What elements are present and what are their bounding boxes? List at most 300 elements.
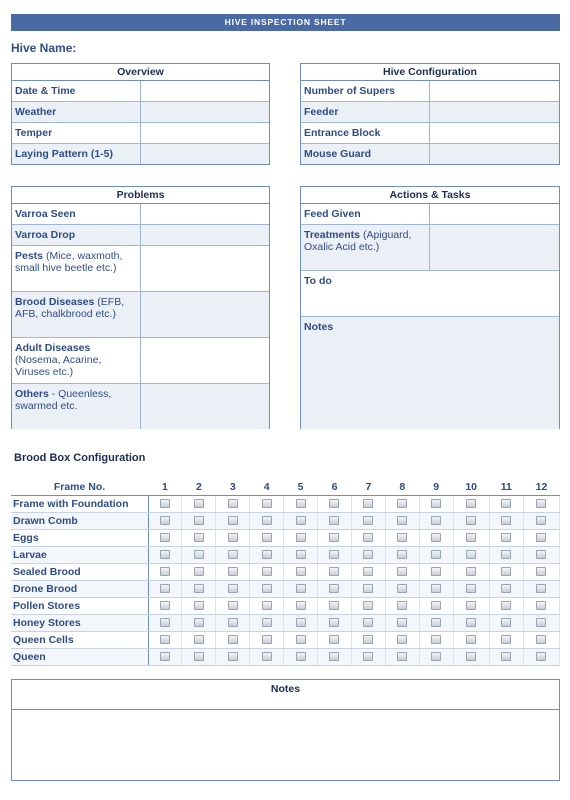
frame-cell	[216, 495, 250, 512]
adult-diseases-label: Adult Diseases	[15, 342, 91, 354]
frame-checkbox[interactable]	[431, 584, 441, 593]
frame-cell	[182, 597, 216, 614]
frame-checkbox[interactable]	[466, 550, 476, 559]
frame-cell	[385, 631, 419, 648]
overview-row-laying-pattern	[12, 144, 269, 164]
frame-cell	[489, 512, 523, 529]
brood-row	[11, 648, 560, 665]
frame-cell	[351, 546, 385, 563]
frame-cell	[250, 563, 284, 580]
frame-checkbox[interactable]	[262, 618, 272, 627]
mouse-guard-field[interactable]	[430, 144, 559, 164]
frame-checkbox[interactable]	[501, 567, 511, 576]
problems-row-others	[12, 384, 269, 429]
frame-checkbox[interactable]	[194, 652, 204, 661]
field-label: Entrance Block	[301, 123, 430, 143]
frame-cell	[182, 529, 216, 546]
brood-row-label: Queen Cells	[11, 631, 148, 648]
frame-checkbox[interactable]	[160, 567, 170, 576]
brood-diseases-field[interactable]	[141, 292, 269, 337]
frame-checkbox[interactable]	[431, 567, 441, 576]
frame-cell	[284, 648, 318, 665]
frame-cell	[351, 529, 385, 546]
problems-row-pests	[12, 246, 269, 292]
frame-cell	[489, 580, 523, 597]
varroa-seen-field[interactable]	[141, 204, 269, 224]
frame-cell	[216, 648, 250, 665]
frame-checkbox[interactable]	[431, 499, 441, 508]
frame-checkbox[interactable]	[501, 550, 511, 559]
frame-cell	[419, 648, 453, 665]
brood-row	[11, 631, 560, 648]
frame-cell	[216, 529, 250, 546]
brood-diseases-examples: (EFB, AFB, chalkbrood etc.)	[15, 296, 125, 320]
frame-cell	[148, 648, 182, 665]
frame-cell	[385, 529, 419, 546]
frame-checkbox[interactable]	[194, 550, 204, 559]
frame-cell	[182, 512, 216, 529]
frame-cell	[216, 614, 250, 631]
frame-checkbox[interactable]	[363, 499, 373, 508]
frame-cell	[385, 597, 419, 614]
problems-box	[11, 186, 270, 429]
frame-checkbox[interactable]	[160, 550, 170, 559]
frame-checkbox[interactable]	[536, 499, 546, 508]
frame-checkbox[interactable]	[536, 635, 546, 644]
frame-cell	[318, 614, 352, 631]
brood-row	[11, 563, 560, 580]
field-label: Mouse Guard	[301, 144, 430, 164]
frame-checkbox[interactable]	[262, 584, 272, 593]
frame-cell	[250, 529, 284, 546]
laying-pattern-field[interactable]	[141, 144, 269, 164]
frame-checkbox[interactable]	[363, 635, 373, 644]
todo-field[interactable]	[301, 271, 559, 317]
frame-checkbox[interactable]	[536, 516, 546, 525]
frame-checkbox[interactable]	[466, 618, 476, 627]
frame-cell	[148, 631, 182, 648]
config-row-mouse-guard	[301, 144, 559, 164]
frame-cell	[148, 529, 182, 546]
field-label	[12, 384, 141, 429]
frame-cell	[351, 614, 385, 631]
frame-checkbox[interactable]	[262, 635, 272, 644]
todo-label: To do	[304, 275, 332, 287]
frame-cell	[250, 512, 284, 529]
frame-checkbox[interactable]	[262, 601, 272, 610]
frame-checkbox[interactable]	[262, 567, 272, 576]
field-label	[12, 338, 141, 383]
frame-number: 10	[453, 480, 489, 495]
frame-cell	[523, 580, 559, 597]
frame-checkbox[interactable]	[329, 516, 339, 525]
frame-cell	[182, 580, 216, 597]
frame-checkbox[interactable]	[466, 499, 476, 508]
frame-cell	[148, 597, 182, 614]
frame-checkbox[interactable]	[397, 516, 407, 525]
frame-cell	[351, 495, 385, 512]
frame-cell	[453, 495, 489, 512]
frame-checkbox[interactable]	[296, 516, 306, 525]
pests-label: Pests	[15, 250, 44, 262]
frame-checkbox[interactable]	[296, 533, 306, 542]
hive-name-label: Hive Name:	[11, 41, 77, 55]
frame-checkbox[interactable]	[296, 567, 306, 576]
frame-checkbox[interactable]	[329, 601, 339, 610]
frame-checkbox[interactable]	[262, 533, 272, 542]
brood-row	[11, 495, 560, 512]
frame-checkbox[interactable]	[160, 652, 170, 661]
frame-checkbox[interactable]	[397, 550, 407, 559]
frame-checkbox[interactable]	[296, 499, 306, 508]
frame-cell	[182, 563, 216, 580]
frame-checkbox[interactable]	[501, 601, 511, 610]
frame-checkbox[interactable]	[466, 635, 476, 644]
frame-checkbox[interactable]	[536, 550, 546, 559]
frame-checkbox[interactable]	[501, 635, 511, 644]
field-label: Varroa Seen	[12, 204, 141, 224]
frame-checkbox[interactable]	[397, 652, 407, 661]
brood-row-label: Drawn Comb	[11, 512, 148, 529]
frame-cell	[419, 631, 453, 648]
actions-notes-field[interactable]	[301, 317, 559, 429]
brood-row	[11, 512, 560, 529]
frame-cell	[148, 563, 182, 580]
frame-cell	[284, 495, 318, 512]
frame-cell	[318, 546, 352, 563]
frame-cell	[419, 546, 453, 563]
frame-cell	[250, 631, 284, 648]
frame-cell	[489, 563, 523, 580]
frame-checkbox[interactable]	[194, 533, 204, 542]
frame-cell	[284, 546, 318, 563]
others-examples: - Queenless, swarmed etc.	[15, 388, 112, 412]
frame-checkbox[interactable]	[262, 652, 272, 661]
frame-checkbox[interactable]	[329, 584, 339, 593]
frame-cell	[318, 648, 352, 665]
config-row-entrance-block	[301, 123, 559, 144]
frame-checkbox[interactable]	[536, 652, 546, 661]
actions-tasks-title: Actions & Tasks	[301, 187, 559, 204]
frame-cell	[523, 631, 559, 648]
frame-cell	[351, 512, 385, 529]
frame-checkbox[interactable]	[262, 516, 272, 525]
problems-row-varroa-drop	[12, 225, 269, 246]
frame-checkbox[interactable]	[160, 618, 170, 627]
frame-cell	[318, 580, 352, 597]
frame-checkbox[interactable]	[194, 635, 204, 644]
frame-checkbox[interactable]	[397, 533, 407, 542]
frame-cell	[182, 631, 216, 648]
date-time-field[interactable]	[141, 81, 269, 101]
brood-row-label: Sealed Brood	[11, 563, 148, 580]
actions-row-feed-given	[301, 204, 559, 225]
frame-checkbox[interactable]	[262, 550, 272, 559]
frame-checkbox[interactable]	[160, 635, 170, 644]
temper-field[interactable]	[141, 123, 269, 143]
frame-checkbox[interactable]	[329, 618, 339, 627]
frame-checkbox[interactable]	[296, 550, 306, 559]
bottom-notes-box	[11, 679, 560, 781]
frame-number: 12	[523, 480, 559, 495]
frame-checkbox[interactable]	[536, 567, 546, 576]
frame-number: 6	[318, 480, 352, 495]
frame-checkbox[interactable]	[194, 567, 204, 576]
frame-checkbox[interactable]	[397, 584, 407, 593]
frame-checkbox[interactable]	[363, 601, 373, 610]
frame-number: 5	[284, 480, 318, 495]
frame-checkbox[interactable]	[160, 601, 170, 610]
frame-checkbox[interactable]	[397, 618, 407, 627]
frame-cell	[453, 648, 489, 665]
frame-cell	[318, 563, 352, 580]
hive-configuration-box	[300, 63, 560, 165]
frame-cell	[182, 546, 216, 563]
field-label	[301, 225, 430, 270]
frame-checkbox[interactable]	[296, 618, 306, 627]
frame-cell	[385, 580, 419, 597]
feeder-field[interactable]	[430, 102, 559, 122]
brood-box-grid-body	[11, 495, 560, 665]
frame-checkbox[interactable]	[194, 516, 204, 525]
field-label: Laying Pattern (1-5)	[12, 144, 141, 164]
frame-checkbox[interactable]	[194, 618, 204, 627]
frame-cell	[523, 648, 559, 665]
frame-cell	[250, 597, 284, 614]
frame-cell	[318, 495, 352, 512]
frame-cell	[148, 546, 182, 563]
hive-configuration-title: Hive Configuration	[301, 64, 559, 81]
frame-checkbox[interactable]	[329, 652, 339, 661]
frame-cell	[284, 631, 318, 648]
frame-cell	[453, 614, 489, 631]
frame-cell	[385, 512, 419, 529]
frame-checkbox[interactable]	[228, 533, 238, 542]
field-label	[12, 292, 141, 337]
actions-row-treatments	[301, 225, 559, 271]
frame-cell	[523, 512, 559, 529]
sheet-title-banner: HIVE INSPECTION SHEET	[11, 14, 560, 31]
frame-checkbox[interactable]	[397, 567, 407, 576]
frame-checkbox[interactable]	[228, 567, 238, 576]
frame-cell	[284, 580, 318, 597]
frame-checkbox[interactable]	[296, 635, 306, 644]
brood-row-label: Larvae	[11, 546, 148, 563]
frame-cell	[419, 495, 453, 512]
bottom-notes-title: Notes	[12, 680, 559, 710]
frame-checkbox[interactable]	[431, 635, 441, 644]
frame-checkbox[interactable]	[296, 601, 306, 610]
frame-checkbox[interactable]	[431, 516, 441, 525]
frame-checkbox[interactable]	[501, 584, 511, 593]
config-row-supers	[301, 81, 559, 102]
frame-checkbox[interactable]	[466, 516, 476, 525]
treatments-field[interactable]	[430, 225, 559, 270]
frame-checkbox[interactable]	[228, 635, 238, 644]
frame-cell	[148, 580, 182, 597]
brood-row-label: Queen	[11, 648, 148, 665]
frame-cell	[250, 648, 284, 665]
frame-cell	[284, 529, 318, 546]
brood-row	[11, 614, 560, 631]
frame-cell	[250, 614, 284, 631]
frame-checkbox[interactable]	[501, 618, 511, 627]
frame-checkbox[interactable]	[466, 601, 476, 610]
frame-cell	[216, 512, 250, 529]
frame-cell	[523, 529, 559, 546]
frame-checkbox[interactable]	[228, 652, 238, 661]
entrance-block-field[interactable]	[430, 123, 559, 143]
frame-cell	[385, 563, 419, 580]
frame-number-header-row	[11, 480, 560, 495]
frame-checkbox[interactable]	[536, 533, 546, 542]
frame-checkbox[interactable]	[466, 533, 476, 542]
frame-cell	[318, 597, 352, 614]
overview-title: Overview	[12, 64, 269, 81]
frame-checkbox[interactable]	[228, 550, 238, 559]
frame-checkbox[interactable]	[228, 499, 238, 508]
adult-diseases-field[interactable]	[141, 338, 269, 383]
frame-checkbox[interactable]	[466, 652, 476, 661]
problems-row-brood-diseases	[12, 292, 269, 338]
frame-checkbox[interactable]	[296, 584, 306, 593]
frame-cell	[182, 495, 216, 512]
frame-checkbox[interactable]	[431, 550, 441, 559]
frame-number: 9	[419, 480, 453, 495]
frame-checkbox[interactable]	[363, 533, 373, 542]
frame-number: 4	[250, 480, 284, 495]
frame-checkbox[interactable]	[397, 601, 407, 610]
others-field[interactable]	[141, 384, 269, 429]
frame-checkbox[interactable]	[431, 601, 441, 610]
frame-checkbox[interactable]	[536, 618, 546, 627]
bottom-notes-field[interactable]	[12, 710, 559, 780]
frame-cell	[385, 495, 419, 512]
frame-checkbox[interactable]	[466, 584, 476, 593]
frame-cell	[489, 614, 523, 631]
feed-given-field[interactable]	[430, 204, 559, 224]
frame-checkbox[interactable]	[363, 550, 373, 559]
frame-checkbox[interactable]	[536, 601, 546, 610]
frame-checkbox[interactable]	[194, 584, 204, 593]
frame-checkbox[interactable]	[228, 618, 238, 627]
frame-checkbox[interactable]	[363, 516, 373, 525]
frame-checkbox[interactable]	[329, 533, 339, 542]
frame-checkbox[interactable]	[501, 652, 511, 661]
frame-checkbox[interactable]	[466, 567, 476, 576]
field-label: Varroa Drop	[12, 225, 141, 245]
problems-row-adult-diseases	[12, 338, 269, 384]
frame-checkbox[interactable]	[262, 499, 272, 508]
field-label: Feed Given	[301, 204, 430, 224]
frame-checkbox[interactable]	[363, 584, 373, 593]
frame-checkbox[interactable]	[536, 584, 546, 593]
frame-checkbox[interactable]	[329, 567, 339, 576]
actions-tasks-box	[300, 186, 560, 429]
weather-field[interactable]	[141, 102, 269, 122]
frame-checkbox[interactable]	[228, 516, 238, 525]
problems-row-varroa-seen	[12, 204, 269, 225]
frame-checkbox[interactable]	[194, 499, 204, 508]
frame-checkbox[interactable]	[501, 533, 511, 542]
brood-row-label: Eggs	[11, 529, 148, 546]
frame-cell	[182, 648, 216, 665]
frame-cell	[453, 580, 489, 597]
frame-checkbox[interactable]	[363, 652, 373, 661]
frame-cell	[489, 597, 523, 614]
frame-checkbox[interactable]	[160, 499, 170, 508]
frame-cell	[523, 597, 559, 614]
frame-cell	[250, 546, 284, 563]
frame-checkbox[interactable]	[228, 601, 238, 610]
frame-cell	[351, 631, 385, 648]
frame-checkbox[interactable]	[329, 499, 339, 508]
frame-cell	[182, 614, 216, 631]
frame-cell	[318, 631, 352, 648]
frame-checkbox[interactable]	[160, 584, 170, 593]
varroa-drop-field[interactable]	[141, 225, 269, 245]
frame-checkbox[interactable]	[431, 533, 441, 542]
brood-row	[11, 529, 560, 546]
brood-row-label: Drone Brood	[11, 580, 148, 597]
treatments-examples: (Apiguard, Oxalic Acid etc.)	[304, 229, 412, 253]
field-label: Feeder	[301, 102, 430, 122]
frame-cell	[489, 529, 523, 546]
frame-checkbox[interactable]	[194, 601, 204, 610]
frame-cell	[250, 495, 284, 512]
frame-cell	[489, 546, 523, 563]
frame-checkbox[interactable]	[431, 618, 441, 627]
brood-box-title: Brood Box Configuration	[14, 452, 146, 464]
frame-cell	[453, 529, 489, 546]
frame-cell	[216, 631, 250, 648]
brood-row-label: Frame with Foundation	[11, 495, 148, 512]
frame-cell	[216, 580, 250, 597]
frame-checkbox[interactable]	[431, 652, 441, 661]
frame-cell	[351, 597, 385, 614]
brood-diseases-label: Brood Diseases	[15, 296, 95, 308]
others-label: Others	[15, 388, 49, 400]
frame-cell	[453, 563, 489, 580]
frame-checkbox[interactable]	[397, 635, 407, 644]
field-label: Date & Time	[12, 81, 141, 101]
brood-row-label: Honey Stores	[11, 614, 148, 631]
field-label	[12, 246, 141, 291]
frame-cell	[453, 546, 489, 563]
frame-checkbox[interactable]	[160, 533, 170, 542]
overview-row-weather	[12, 102, 269, 123]
frame-checkbox[interactable]	[228, 584, 238, 593]
frame-cell	[318, 512, 352, 529]
pests-field[interactable]	[141, 246, 269, 291]
frame-cell	[385, 546, 419, 563]
frame-checkbox[interactable]	[501, 516, 511, 525]
frame-cell	[216, 546, 250, 563]
overview-row-date-time	[12, 81, 269, 102]
frame-checkbox[interactable]	[329, 635, 339, 644]
number-of-supers-field[interactable]	[430, 81, 559, 101]
frame-checkbox[interactable]	[501, 499, 511, 508]
frame-checkbox[interactable]	[397, 499, 407, 508]
frame-checkbox[interactable]	[296, 652, 306, 661]
frame-cell	[148, 512, 182, 529]
frame-checkbox[interactable]	[329, 550, 339, 559]
frame-checkbox[interactable]	[160, 516, 170, 525]
frame-cell	[523, 563, 559, 580]
frame-checkbox[interactable]	[363, 618, 373, 627]
config-row-feeder	[301, 102, 559, 123]
frame-checkbox[interactable]	[363, 567, 373, 576]
